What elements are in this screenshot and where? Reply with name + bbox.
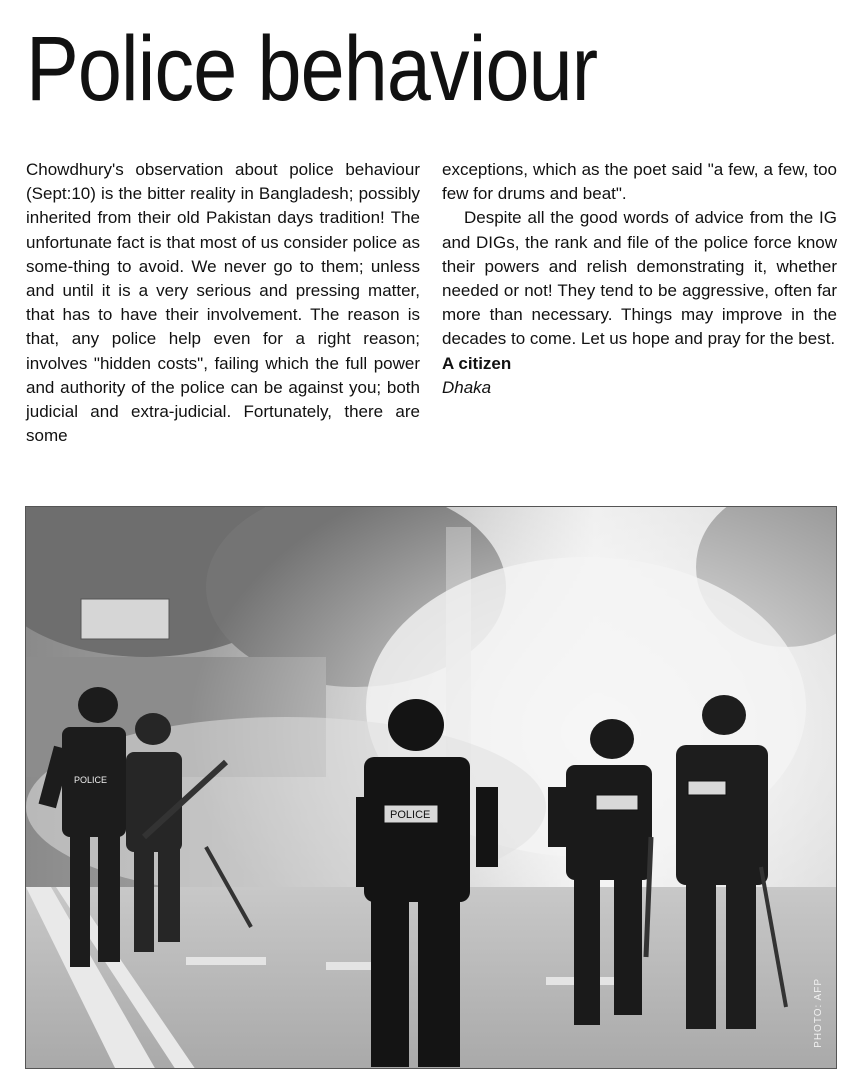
letter-left-column <box>26 158 420 448</box>
news-photo <box>25 506 837 1069</box>
signature-place: Dhaka <box>442 377 492 397</box>
photo-credit: PHOTO: AFP <box>813 978 824 1048</box>
riot-police-illustration <box>26 507 837 1069</box>
letter-right-column <box>442 158 837 400</box>
signature-name: A citizen <box>442 353 512 373</box>
headline: Police behaviour <box>26 18 598 120</box>
vest-label: POLICE <box>390 809 431 821</box>
letter-paragraph: Chowdhury's observation about police behaviour (Sept:10) is the bitter reality in Bangladesh; possibly inherited from their old Pakistan days tradition! The unfortunate fact is that most of us consider police as some-thing to avoid. We never go to them; unless and until it is a very serious and pressing matter, that has to have their involvement. The reason is that, any police help even for a right reason; involves "hidden costs", failing which the full power and authority of the police can be against you; both judicial and extra-judicial. Fortunately, there are some <box>26 160 420 446</box>
letter-paragraph-continued: exceptions, which as the poet said "a few, a few, too few for drums and beat". <box>442 160 837 204</box>
svg-text:POLICE: POLICE <box>74 775 108 785</box>
letter-paragraph: Despite all the good words of advice from the IG and DIGs, the rank and file of the police force know their powers and relish demonstrating it, whether needed or not! They tend to be aggressive, often far more than necessary. Things may improve in the decades to come. Let us hope and pray for the best. <box>442 208 837 349</box>
